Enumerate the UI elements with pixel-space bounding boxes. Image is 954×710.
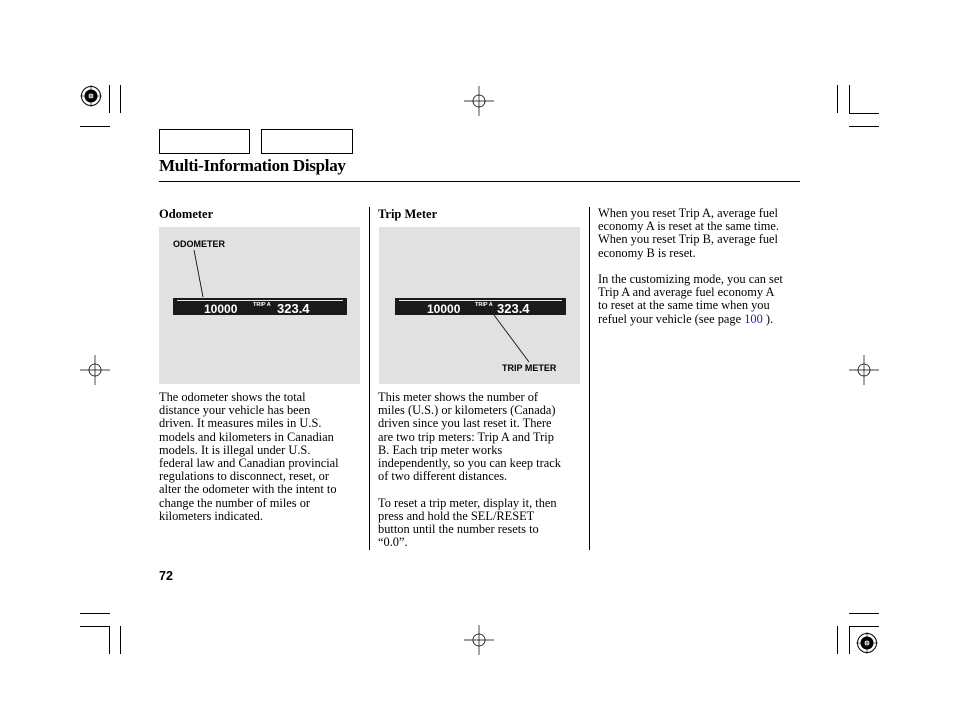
crop-mark [80,626,110,627]
display-odometer-value: 10000 [204,302,238,316]
trip-meter-figure [379,227,580,384]
callout-leader-line [379,227,580,384]
odometer-heading: Odometer [159,207,214,221]
trip-reset-notes: When you reset Trip A, average fuel economy A is reset at the same time. When you reset Trip B, average fuel economy B is reset. In the customizing mode, you can set Trip A and average fuel economy A to reset at the same time when you refuel your vehicle (see page 100 ). [598,206,783,326]
section-tab-empty [261,129,353,154]
page-title: Multi-Information Display [159,156,346,175]
title-rule [159,181,800,182]
page-reference-link[interactable]: 100 [744,311,763,326]
crop-mark [80,126,110,127]
crosshair-icon [464,625,494,655]
crop-mark [109,626,110,654]
column-divider [589,207,590,550]
trip-meter-heading: Trip Meter [378,207,438,221]
crop-mark [849,626,850,654]
trip-meter-callout: TRIP METER [502,363,557,373]
page-number: 72 [159,569,173,583]
crop-mark [849,85,850,113]
crosshair-icon [849,355,879,385]
display-odometer-value: 10000 [427,302,461,316]
registration-target-icon [80,85,102,107]
display-trip-value: 323.4 [277,301,310,316]
odometer-callout: ODOMETER [173,239,226,249]
crop-mark [849,613,879,614]
odometer-display [173,298,347,315]
crosshair-icon [80,355,110,385]
registration-target-icon [856,632,878,654]
display-trip-label: TRIP A [253,302,271,308]
trip-meter-description: This meter shows the number of miles (U.S.) or kilometers (Canada) driven since you last reset it. There are two trip meters: Trip A and Trip B. Each trip meter works independently, so you can keep track of two different distances. To reset a trip meter, display it, then press and hold the SEL/RESET button until the number resets to “0.0”. [378,390,561,550]
crop-mark [120,85,121,113]
crosshair-icon [464,86,494,116]
section-tab-empty [159,129,250,154]
odometer-description: The odometer shows the total distance your vehicle has been driven. It measures miles in U.S. models and kilometers in Canadian models. It is illegal under U.S. federal law and Canadian provincial regulations to disconnect, reset, or alter the odometer with the intent to change the number of miles or kilometers indicated. [159,390,339,523]
crop-mark [837,626,838,654]
odometer-figure [159,227,360,384]
crop-mark [109,85,110,113]
crop-mark [849,126,879,127]
crop-mark [837,85,838,113]
crop-mark [849,113,879,114]
crop-mark [849,626,879,627]
crop-mark [120,626,121,654]
crop-mark [80,613,110,614]
display-trip-label: TRIP A [475,302,493,308]
column-divider [369,207,370,550]
display-trip-value: 323.4 [497,301,530,316]
